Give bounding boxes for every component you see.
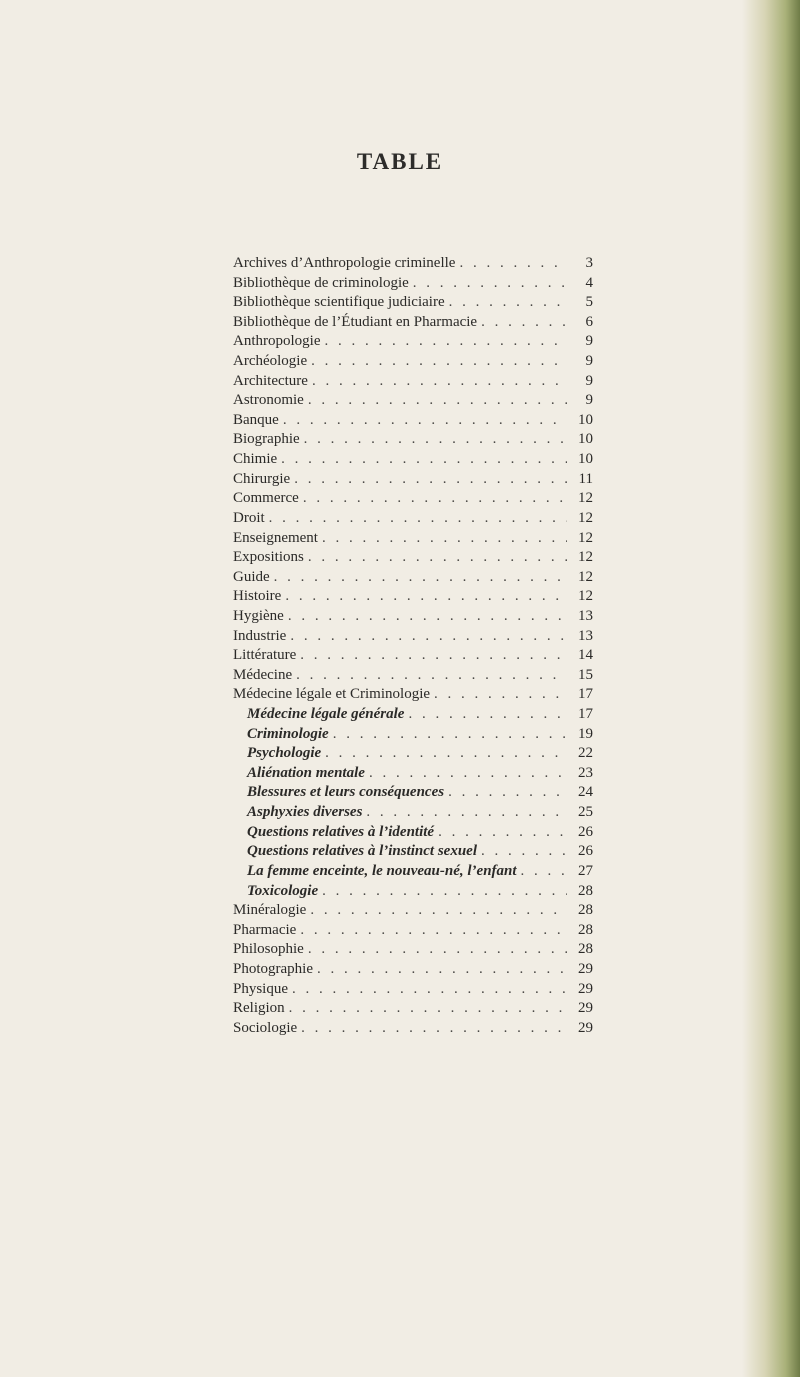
toc-entry-page-number: 25 xyxy=(578,804,593,821)
toc-entry-label: Droit xyxy=(233,509,265,526)
page-edge-shadow xyxy=(742,0,800,1377)
dot-leader xyxy=(269,509,567,529)
toc-entry-page-number: 28 xyxy=(578,902,593,919)
toc-entry xyxy=(233,627,593,647)
toc-entry xyxy=(233,999,593,1019)
toc-entry-label: Architecture xyxy=(233,372,308,389)
toc-entry-page-number: 12 xyxy=(578,588,593,605)
dot-leader xyxy=(413,274,567,294)
toc-entry xyxy=(233,313,593,333)
toc-entry-label: Chirurgie xyxy=(233,470,291,487)
toc-entry xyxy=(233,293,593,313)
toc-entry-page-number: 9 xyxy=(585,353,593,370)
toc-entry xyxy=(233,391,593,411)
dot-leader xyxy=(308,548,567,568)
dot-leader xyxy=(304,430,567,450)
toc-entry-label: Asphyxies diverses xyxy=(247,804,363,821)
dot-leader xyxy=(459,254,567,274)
dot-leader xyxy=(289,999,567,1019)
dot-leader xyxy=(333,725,567,745)
toc-subentry xyxy=(233,705,593,725)
dot-leader xyxy=(317,960,567,980)
dot-leader xyxy=(294,470,567,490)
toc-entry xyxy=(233,509,593,529)
toc-entry-page-number: 12 xyxy=(578,509,593,526)
toc-entry-label: Expositions xyxy=(233,549,304,566)
dot-leader xyxy=(300,921,567,941)
toc-entry-page-number: 29 xyxy=(578,980,593,997)
toc-entry-label: Blessures et leurs conséquences xyxy=(247,784,445,801)
toc-entry-page-number: 6 xyxy=(585,313,593,330)
toc-entry xyxy=(233,960,593,980)
toc-entry-label: Bibliothèque de criminologie xyxy=(233,274,409,291)
toc-entry-label: Minéralogie xyxy=(233,902,307,919)
toc-entry-label: Chimie xyxy=(233,451,278,468)
toc-entry-page-number: 28 xyxy=(578,921,593,938)
toc-entry-label: Littérature xyxy=(233,647,297,664)
toc-entry-page-number: 12 xyxy=(578,529,593,546)
dot-leader xyxy=(408,705,567,725)
toc-entry-page-number: 12 xyxy=(578,568,593,585)
toc-subentry xyxy=(233,842,593,862)
toc-entry xyxy=(233,411,593,431)
toc-entry xyxy=(233,450,593,470)
toc-entry-page-number: 4 xyxy=(585,274,593,291)
toc-entry-page-number: 17 xyxy=(578,706,593,723)
toc-entry-label: Hygiène xyxy=(233,607,284,624)
dot-leader xyxy=(481,313,567,333)
dot-leader xyxy=(290,627,567,647)
dot-leader xyxy=(310,901,567,921)
dot-leader xyxy=(281,450,567,470)
toc-entry-page-number: 10 xyxy=(578,431,593,448)
toc-entry-page-number: 28 xyxy=(578,941,593,958)
dot-leader xyxy=(366,803,567,823)
dot-leader xyxy=(301,1019,567,1039)
toc-entry xyxy=(233,332,593,352)
toc-entry-label: Questions relatives à l’identité xyxy=(247,823,435,840)
toc-entry xyxy=(233,274,593,294)
toc-entry-page-number: 27 xyxy=(578,862,593,879)
toc-entry-label: Industrie xyxy=(233,627,287,644)
toc-entry-page-number: 29 xyxy=(578,1019,593,1036)
toc-entry-label: La femme enceinte, le nouveau-né, l’enfant xyxy=(247,862,517,879)
dot-leader xyxy=(325,332,568,352)
toc-subentry xyxy=(233,725,593,745)
toc-entry-page-number: 11 xyxy=(578,470,593,487)
dot-leader xyxy=(308,391,567,411)
toc-entry xyxy=(233,489,593,509)
toc-entry xyxy=(233,940,593,960)
dot-leader xyxy=(285,587,567,607)
dot-leader xyxy=(521,862,567,882)
toc-entry-label: Médecine légale et Criminologie xyxy=(233,686,431,703)
toc-entry xyxy=(233,921,593,941)
toc-entry xyxy=(233,470,593,490)
dot-leader xyxy=(438,823,567,843)
toc-entry-label: Biographie xyxy=(233,431,300,448)
toc-entry-label: Aliénation mentale xyxy=(247,764,365,781)
toc-entry-page-number: 29 xyxy=(578,1000,593,1017)
toc-entry-page-number: 17 xyxy=(578,686,593,703)
dot-leader xyxy=(311,352,567,372)
dot-leader xyxy=(449,293,567,313)
toc-entry-label: Histoire xyxy=(233,588,282,605)
toc-subentry xyxy=(233,803,593,823)
toc-entry-label: Bibliothèque scientifique judiciaire xyxy=(233,294,445,311)
toc-entry-page-number: 10 xyxy=(578,411,593,428)
toc-entry-page-number: 15 xyxy=(578,666,593,683)
toc-entry-label: Astronomie xyxy=(233,392,304,409)
dot-leader xyxy=(274,568,567,588)
toc-entry-label: Archéologie xyxy=(233,353,308,370)
toc-entry-label: Médecine xyxy=(233,666,293,683)
toc-entry-label: Banque xyxy=(233,411,279,428)
dot-leader xyxy=(292,980,567,1000)
toc-entry-page-number: 14 xyxy=(578,647,593,664)
dot-leader xyxy=(288,607,567,627)
toc-entry-page-number: 22 xyxy=(578,745,593,762)
toc-subentry xyxy=(233,744,593,764)
dot-leader xyxy=(303,489,567,509)
toc-entry-page-number: 28 xyxy=(578,882,593,899)
toc-entry-label: Archives d’Anthropologie criminelle xyxy=(233,255,456,271)
toc-entry-page-number: 26 xyxy=(578,843,593,860)
dot-leader xyxy=(481,842,567,862)
dot-leader xyxy=(308,940,567,960)
toc-entry-page-number: 19 xyxy=(578,725,593,742)
toc-entry-label: Anthropologie xyxy=(233,333,321,350)
toc-entry-label: Toxicologie xyxy=(247,882,319,899)
toc-entry xyxy=(233,607,593,627)
toc-subentry xyxy=(233,783,593,803)
toc-entry xyxy=(233,666,593,686)
dot-leader xyxy=(369,764,567,784)
dot-leader xyxy=(325,744,567,764)
toc-subentry xyxy=(233,882,593,902)
toc-entry-page-number: 9 xyxy=(585,333,593,350)
toc-entry-label: Enseignement xyxy=(233,529,318,546)
toc-entry-page-number: 29 xyxy=(578,960,593,977)
toc-entry xyxy=(233,685,593,705)
toc-entry xyxy=(233,372,593,392)
toc-entry-label: Pharmacie xyxy=(233,921,297,938)
toc-entry-label: Sociologie xyxy=(233,1019,298,1036)
toc-subentry xyxy=(233,862,593,882)
page-title: TABLE xyxy=(356,149,444,175)
toc-entry xyxy=(233,430,593,450)
toc-entry-label: Commerce xyxy=(233,490,299,507)
toc-entry-label: Bibliothèque de l’Étudiant en Pharmacie xyxy=(233,313,478,330)
toc-entry-page-number: 23 xyxy=(578,764,593,781)
dot-leader xyxy=(283,411,567,431)
dot-leader xyxy=(322,882,567,902)
toc-entry-label: Photographie xyxy=(233,960,313,977)
toc-subentry xyxy=(233,823,593,843)
toc-entry-page-number: 12 xyxy=(578,490,593,507)
toc-entry xyxy=(233,901,593,921)
dot-leader xyxy=(312,372,567,392)
dot-leader xyxy=(296,666,567,686)
table-of-contents xyxy=(233,254,593,1038)
toc-entry-page-number: 13 xyxy=(578,627,593,644)
toc-entry-page-number: 26 xyxy=(578,823,593,840)
toc-entry xyxy=(233,587,593,607)
dot-leader xyxy=(300,646,567,666)
toc-entry xyxy=(233,548,593,568)
toc-entry xyxy=(233,1019,593,1039)
toc-entry xyxy=(233,529,593,549)
toc-entry-label: Questions relatives à l’instinct sexuel xyxy=(247,843,478,860)
toc-entry-page-number: 13 xyxy=(578,607,593,624)
toc-entry-page-number: 12 xyxy=(578,549,593,566)
toc-entry-page-number: 3 xyxy=(585,255,593,271)
dot-leader xyxy=(434,685,567,705)
dot-leader xyxy=(322,529,567,549)
toc-entry-label: Religion xyxy=(233,1000,285,1017)
toc-entry xyxy=(233,980,593,1000)
toc-entry-label: Médecine légale générale xyxy=(247,706,405,723)
toc-entry xyxy=(233,568,593,588)
toc-subentry xyxy=(233,764,593,784)
toc-entry-label: Criminologie xyxy=(247,725,329,742)
dot-leader xyxy=(448,783,567,803)
toc-entry-label: Psychologie xyxy=(247,745,322,762)
toc-entry-page-number: 9 xyxy=(585,372,593,389)
toc-entry-label: Guide xyxy=(233,568,270,585)
toc-entry xyxy=(233,646,593,666)
toc-entry-page-number: 10 xyxy=(578,451,593,468)
toc-entry-label: Physique xyxy=(233,980,289,997)
toc-entry xyxy=(233,352,593,372)
toc-entry-page-number: 5 xyxy=(585,294,593,311)
toc-entry-page-number: 9 xyxy=(585,392,593,409)
toc-entry-page-number: 24 xyxy=(578,784,593,801)
toc-entry-label: Philosophie xyxy=(233,941,304,958)
toc-entry xyxy=(233,254,593,274)
